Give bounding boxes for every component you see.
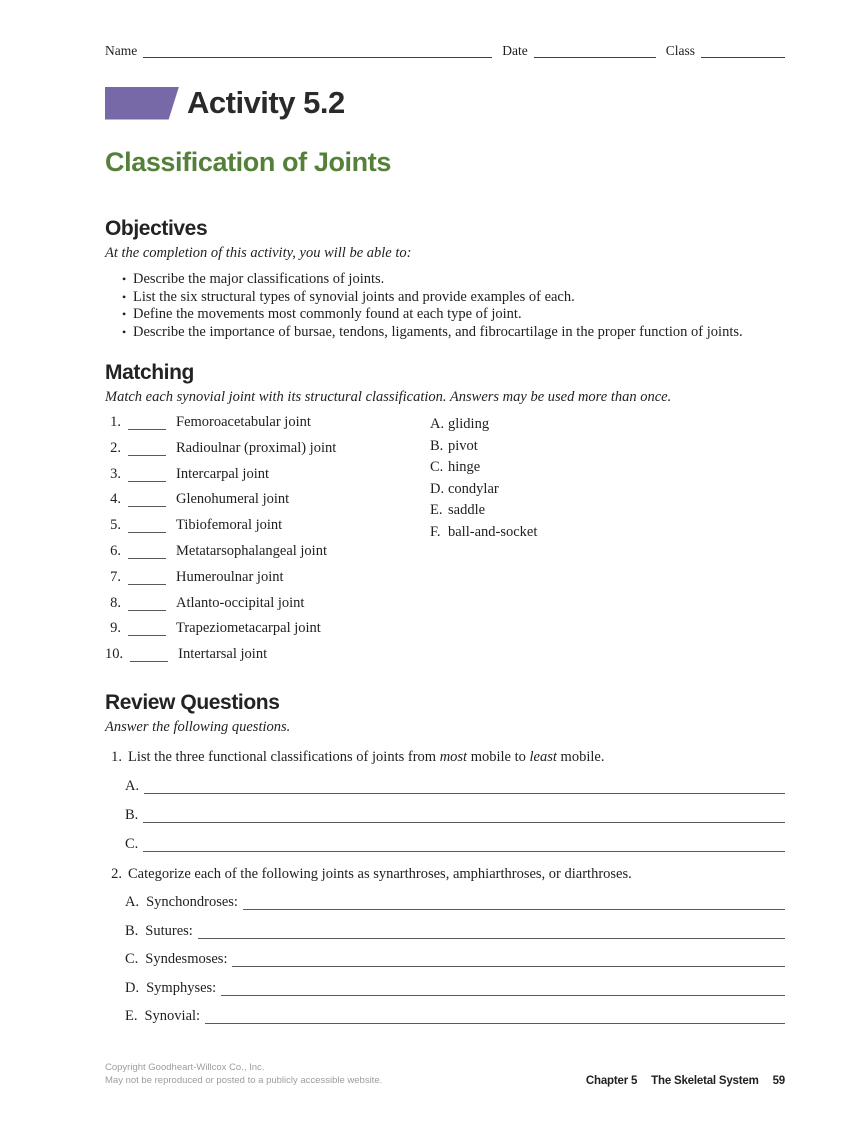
worksheet-title: Classification of Joints: [105, 147, 391, 177]
option-label: gliding: [448, 416, 490, 432]
option-row: [430, 502, 785, 518]
class-blank[interactable]: [701, 44, 785, 58]
labeled-answer-row: [105, 1009, 785, 1025]
joint-name: Femoroacetabular joint: [176, 414, 311, 430]
matching-row: [105, 544, 430, 560]
answer-blank[interactable]: [128, 519, 166, 533]
joint-name: Humeroulnar joint: [176, 568, 284, 585]
matching-row: [105, 596, 430, 612]
joint-category-label: Synovial:: [144, 1008, 201, 1025]
labeled-answer-row: [105, 895, 785, 911]
matching-row: [105, 441, 430, 457]
question-2: [105, 866, 785, 883]
answer-line[interactable]: [143, 838, 785, 852]
answer-blank[interactable]: [128, 545, 166, 559]
name-label: Name: [105, 43, 138, 58]
activity-banner-shape: [105, 87, 179, 120]
objective-text: Define the movements most commonly found at each type of joint.: [133, 306, 522, 322]
activity-title: Activity 5.2: [187, 85, 345, 120]
chapter-title: The Skeletal System: [651, 1075, 759, 1087]
option-label: condylar: [448, 480, 499, 497]
answer-line[interactable]: [221, 982, 785, 996]
item-number: 4.: [110, 491, 121, 508]
option-letter: E.: [430, 502, 443, 519]
review-questions-intro: Answer the following questions.: [105, 718, 291, 735]
answer-blank[interactable]: [128, 571, 166, 585]
matching-row: [105, 621, 430, 637]
option-row: [430, 459, 785, 475]
chapter-footer: [586, 1075, 785, 1087]
matching-options-list: [430, 415, 785, 673]
option-row: [430, 416, 785, 432]
answer-line[interactable]: [144, 780, 785, 794]
answer-blank[interactable]: [128, 468, 166, 482]
joint-name: Tibiofemoral joint: [176, 517, 283, 534]
question-text: List the three functional classifications of joints from most mobile to least mobile.: [128, 748, 605, 765]
answer-letter: A.: [125, 894, 140, 911]
answer-letter: A.: [125, 777, 140, 794]
review-questions-heading: Review Questions: [105, 690, 280, 714]
answer-letter: C.: [125, 951, 139, 968]
labeled-answer-row: [105, 981, 785, 997]
item-number: 6.: [110, 542, 121, 559]
date-blank[interactable]: [534, 44, 656, 58]
option-label: pivot: [448, 437, 478, 454]
matching-section: [105, 415, 785, 673]
option-letter: C.: [430, 459, 444, 476]
joint-name: Intercarpal joint: [176, 465, 269, 482]
joint-name: Radioulnar (proximal) joint: [176, 439, 337, 456]
answer-line[interactable]: [243, 896, 785, 910]
joint-name: Metatarsophalangeal joint: [176, 542, 327, 559]
option-label: saddle: [448, 502, 486, 519]
activity-banner: [105, 85, 785, 121]
bullet-icon: •: [122, 307, 127, 321]
copyright-notice: [105, 1061, 382, 1087]
answer-line[interactable]: [198, 925, 785, 939]
name-blank[interactable]: [143, 44, 492, 58]
answer-line-row: [105, 808, 785, 824]
joint-category-label: Symphyses:: [146, 979, 217, 996]
option-letter: D.: [430, 480, 445, 497]
objective-text: List the six structural types of synovial joints and provide examples of each.: [133, 288, 575, 305]
matching-row: [105, 518, 430, 534]
objectives-intro: At the completion of this activity, you will be able to:: [105, 245, 412, 261]
answer-letter: D.: [125, 979, 140, 996]
labeled-answer-row: [105, 952, 785, 968]
answer-blank[interactable]: [128, 622, 166, 636]
option-row: [430, 438, 785, 454]
option-letter: A.: [430, 416, 445, 432]
answer-line[interactable]: [143, 809, 785, 823]
answer-blank[interactable]: [128, 442, 166, 456]
objective-item: [105, 289, 785, 307]
item-number: 2.: [110, 439, 121, 456]
matching-row: [105, 467, 430, 483]
question-number: 2.: [111, 865, 122, 882]
answer-line-row: [105, 779, 785, 795]
question-number: 1.: [111, 748, 122, 765]
answer-line-row: [105, 837, 785, 853]
option-row: [430, 524, 785, 540]
date-label: Date: [502, 43, 528, 58]
matching-row: [105, 570, 430, 586]
matching-row: [105, 647, 430, 663]
answer-letter: E.: [125, 1008, 138, 1025]
answer-blank[interactable]: [128, 597, 166, 611]
item-number: 5.: [110, 517, 121, 534]
name-date-class-header: [105, 42, 785, 59]
answer-line[interactable]: [232, 953, 785, 967]
question-text: Categorize each of the following joints as synarthroses, amphiarthroses, or diarthroses.: [128, 865, 632, 882]
question-1: [105, 749, 785, 766]
matching-item-list: [105, 415, 430, 673]
bullet-icon: •: [122, 272, 127, 286]
item-number: 7.: [110, 568, 121, 585]
page-footer: [105, 1061, 785, 1087]
bullet-icon: •: [122, 324, 127, 339]
objective-item: [105, 324, 785, 342]
answer-letter: B.: [125, 806, 139, 823]
matching-heading: Matching: [105, 361, 194, 384]
item-number: 10.: [105, 646, 124, 663]
objectives-list: [105, 271, 785, 341]
objective-item: [105, 271, 785, 289]
bullet-icon: •: [122, 289, 127, 304]
joint-category-label: Syndesmoses:: [145, 951, 228, 968]
item-number: 3.: [110, 465, 121, 482]
option-letter: B.: [430, 437, 444, 454]
matching-row: [105, 492, 430, 508]
page-number: 59: [772, 1075, 785, 1087]
matching-intro: Match each synovial joint with its structural classification. Answers may be used more than once.: [105, 389, 672, 405]
answer-blank[interactable]: [128, 416, 166, 430]
chapter-label: Chapter 5: [585, 1075, 638, 1087]
option-row: [430, 481, 785, 497]
objective-item: [105, 306, 785, 324]
answer-letter: C.: [125, 835, 139, 852]
answer-line[interactable]: [205, 1010, 785, 1024]
objective-text: Describe the major classifications of joints.: [133, 271, 385, 287]
answer-letter: B.: [125, 922, 139, 939]
matching-row: [105, 415, 430, 431]
labeled-answer-row: [105, 924, 785, 940]
joint-name: Trapeziometacarpal joint: [176, 620, 321, 637]
joint-category-label: Sutures:: [145, 922, 193, 939]
joint-name: Intertarsal joint: [178, 646, 268, 663]
option-letter: F.: [430, 523, 441, 540]
copyright-line-2: May not be reproduced or posted to a publicly accessible website.: [105, 1075, 383, 1086]
answer-blank[interactable]: [128, 493, 166, 507]
option-label: ball-and-socket: [448, 523, 538, 540]
item-number: 8.: [110, 594, 121, 611]
joint-name: Atlanto-occipital joint: [176, 594, 305, 611]
joint-category-label: Synchondroses:: [146, 894, 238, 911]
objectives-heading: Objectives: [105, 217, 208, 240]
copyright-line-1: Copyright Goodheart-Willcox Co., Inc.: [105, 1062, 265, 1073]
item-number: 1.: [110, 414, 121, 430]
objective-text: Describe the importance of bursae, tendons, ligaments, and fibrocartilage in the proper function of joints.: [133, 323, 743, 340]
option-label: hinge: [448, 459, 481, 476]
class-label: Class: [665, 43, 695, 58]
item-number: 9.: [110, 620, 121, 637]
joint-name: Glenohumeral joint: [176, 491, 290, 508]
answer-blank[interactable]: [130, 648, 168, 662]
